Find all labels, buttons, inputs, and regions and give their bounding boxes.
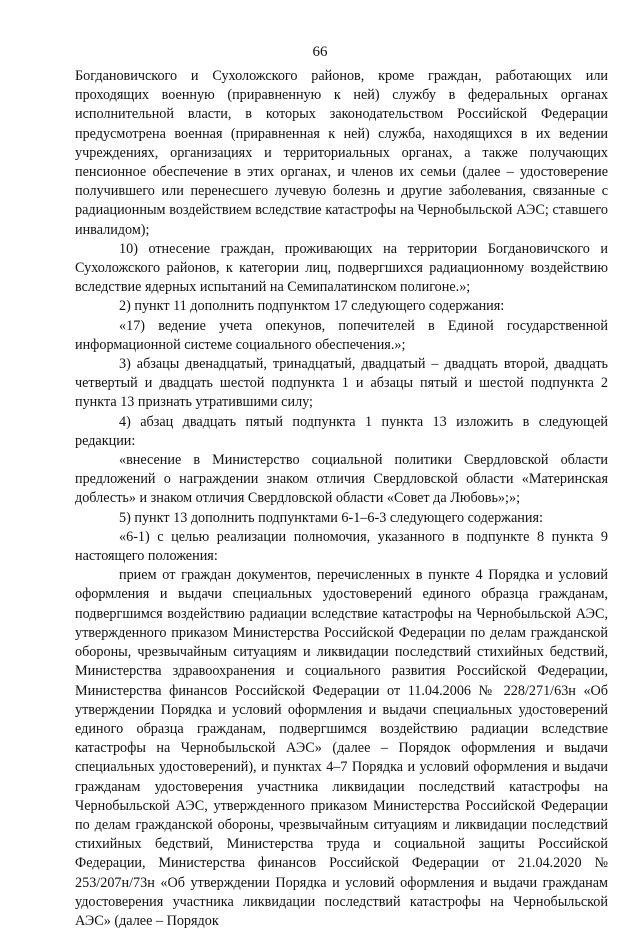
paragraph-item-17: «17) ведение учета опекунов, попечителей в Единой государственной информационной системе социального обеспечения.»; [75,317,608,353]
paragraph-item-6-1: «6-1) с целью реализации полномочия, указанного в подпункте 8 пункта 9 настоящего положения: [75,528,608,565]
page-number: 66 [312,44,328,60]
paragraph-new-wording: «внесение в Министерство социальной политики Свердловской области предложений о награждении знаком отличия Свердловской области «Материнская доблесть» и знаком отличия Свердловской области «Совет да Любовь»;»; [75,452,608,507]
paragraph-amendment-2: 2) пункт 11 дополнить подпунктом 17 следующего содержания: [119,298,505,315]
paragraph-amendment-3: 3) абзацы двенадцатый, тринадцатый, двадцатый – двадцать второй, двадцать четвертый и двадцать шестой подпункта 1 и абзацы пятый и шестой подпункта 2 пункта 13 признать утратившими силу; [75,356,608,411]
paragraph-continuation: Богдановичского и Сухоложского районов, кроме граждан, работающих или проходящих военную (приравненную к ней) службу в федеральных органах исполнительной власти, в которых законодательством Российской Федерации предусмотрена военная (приравненная к ней) служба, находящихся в их ведении учреждениях, организациях и территориальных органах, а также получающих пенсионное обеспечение в этих органах, и членов их семьи (далее – удостоверение получившего или перенесшего лучевую болезнь и другие заболевания, связанные с радиационным воздействием вследствие катастрофы на Чернобыльской АЭС; ставшего инвалидом); [75,68,608,238]
document-body [75,67,608,931]
paragraph-document-intake: прием от граждан документов, перечисленных в пункте 4 Порядка и условий оформления и выдачи специальных удостоверений единого образца гражданам, подвергшимся воздействию радиации вследствие катастрофы на Чернобыльской АЭС, утвержденного приказом Министерства Российской Федерации по делам гражданской обороны, чрезвычайным ситуациям и ликвидации последствий стихийных бедствий, Министерства здравоохранения и социального развития Российской Федерации, Министерства финансов Российской Федерации от 11.04.2006 № 228/271/63н «Об утверждении Порядка и условий оформления и выдачи специальных удостоверений единого образца гражданам, подвергшимся воздействию радиации вследствие катастрофы на Чернобыльской АЭС» (далее – Порядок оформления и выдачи специальных удостоверений), и пунктах 4–7 Порядка и условий оформления и выдачи гражданам удостоверения участника ликвидации последствий катастрофы на Чернобыльской АЭС, утвержденного приказом Министерства Российской Федерации по делам гражданской обороны, чрезвычайным ситуациям и ликвидации последствий стихийных бедствий, Министерства труда и социальной защиты Российской Федерации, Министерства финансов Российской Федерации от 21.04.2020 № 253/207н/73н «Об утверждении Порядка и условий оформления и выдачи гражданам удостоверения участника ликвидации последствий катастрофы на Чернобыльской АЭС» (далее – Порядок [75,567,608,929]
paragraph-amendment-4: 4) абзац двадцать пятый подпункта 1 пункта 13 изложить в следующей редакции: [75,413,608,449]
paragraph-item-10: 10) отнесение граждан, проживающих на территории Богдановичского и Сухоложского районов, к категории лиц, подвергшихся радиационному воздействию вследствие ядерных испытаний на Семипалатинском полигоне.»; [75,240,608,296]
paragraph-amendment-5: 5) пункт 13 дополнить подпунктами 6-1–6-3 следующего содержания: [119,509,543,526]
